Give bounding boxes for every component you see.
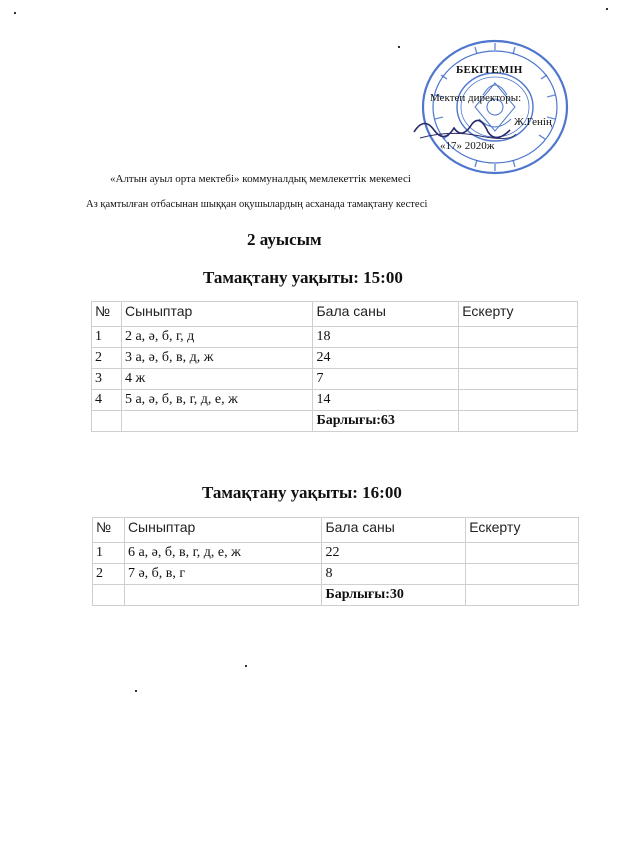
total-count: Барлығы:30: [322, 585, 466, 606]
schedule-table: [91, 301, 578, 432]
approval-title: БЕКІТЕМІН: [456, 64, 523, 76]
total-row: [92, 411, 578, 432]
row-no: 1: [92, 327, 122, 348]
table-row: [92, 327, 578, 348]
column-header-count: Бала саны: [313, 302, 459, 327]
column-header-classes: Сыныптар: [121, 302, 313, 327]
scan-speck: [135, 690, 137, 692]
meal-time-heading: Тамақтану уақыты: 16:00: [202, 483, 402, 502]
scan-speck: [606, 8, 608, 10]
row-no: 4: [92, 390, 122, 411]
approval-role: Мектеп директоры:: [430, 92, 522, 104]
row-classes: 5 а, ә, б, в, г, д, е, ж: [121, 390, 313, 411]
row-classes: 6 а, ә, б, в, г, д, е, ж: [124, 543, 322, 564]
approval-name: Ж.Генің: [514, 116, 552, 128]
table-header-row: [93, 518, 579, 543]
table-row: [92, 390, 578, 411]
column-header-count: Бала саны: [322, 518, 466, 543]
meal-time-heading: Тамақтану уақыты: 15:00: [203, 268, 403, 287]
column-header-no: №: [92, 302, 122, 327]
row-note: [459, 390, 578, 411]
row-note: [466, 543, 579, 564]
schedule-table: [92, 517, 579, 606]
organization-name: «Алтын ауыл орта мектебі» коммуналдық мемлекеттік мекемесі: [110, 173, 411, 185]
document-subtitle: Аз қамтылған отбасынан шыққан оқушылардың асханада тамақтану кестесі: [86, 199, 428, 210]
column-header-classes: Сыныптар: [124, 518, 322, 543]
row-count: 7: [313, 369, 459, 390]
approval-date: «17» 2020ж: [440, 140, 495, 152]
scan-speck: [398, 46, 400, 48]
row-classes: 3 а, ә, б, в, д, ж: [121, 348, 313, 369]
table-row: [93, 564, 579, 585]
scan-speck: [245, 665, 247, 667]
row-count: 8: [322, 564, 466, 585]
row-classes: 2 а, ә, б, г, д: [121, 327, 313, 348]
row-classes: 4 ж: [121, 369, 313, 390]
row-note: [459, 327, 578, 348]
row-note: [466, 564, 579, 585]
total-count: Барлығы:63: [313, 411, 459, 432]
table-row: [92, 348, 578, 369]
scan-speck: [14, 12, 16, 14]
row-count: 22: [322, 543, 466, 564]
table-header-row: [92, 302, 578, 327]
total-row: [93, 585, 579, 606]
row-no: 2: [92, 348, 122, 369]
row-no: 1: [93, 543, 125, 564]
row-note: [459, 369, 578, 390]
row-count: 14: [313, 390, 459, 411]
row-no: 2: [93, 564, 125, 585]
row-classes: 7 ә, б, в, г: [124, 564, 322, 585]
column-header-note: Ескерту: [466, 518, 579, 543]
shift-heading: 2 ауысым: [247, 230, 322, 249]
column-header-note: Ескерту: [459, 302, 578, 327]
table-row: [92, 369, 578, 390]
row-no: 3: [92, 369, 122, 390]
column-header-no: №: [93, 518, 125, 543]
table-row: [93, 543, 579, 564]
row-count: 24: [313, 348, 459, 369]
row-count: 18: [313, 327, 459, 348]
row-note: [459, 348, 578, 369]
